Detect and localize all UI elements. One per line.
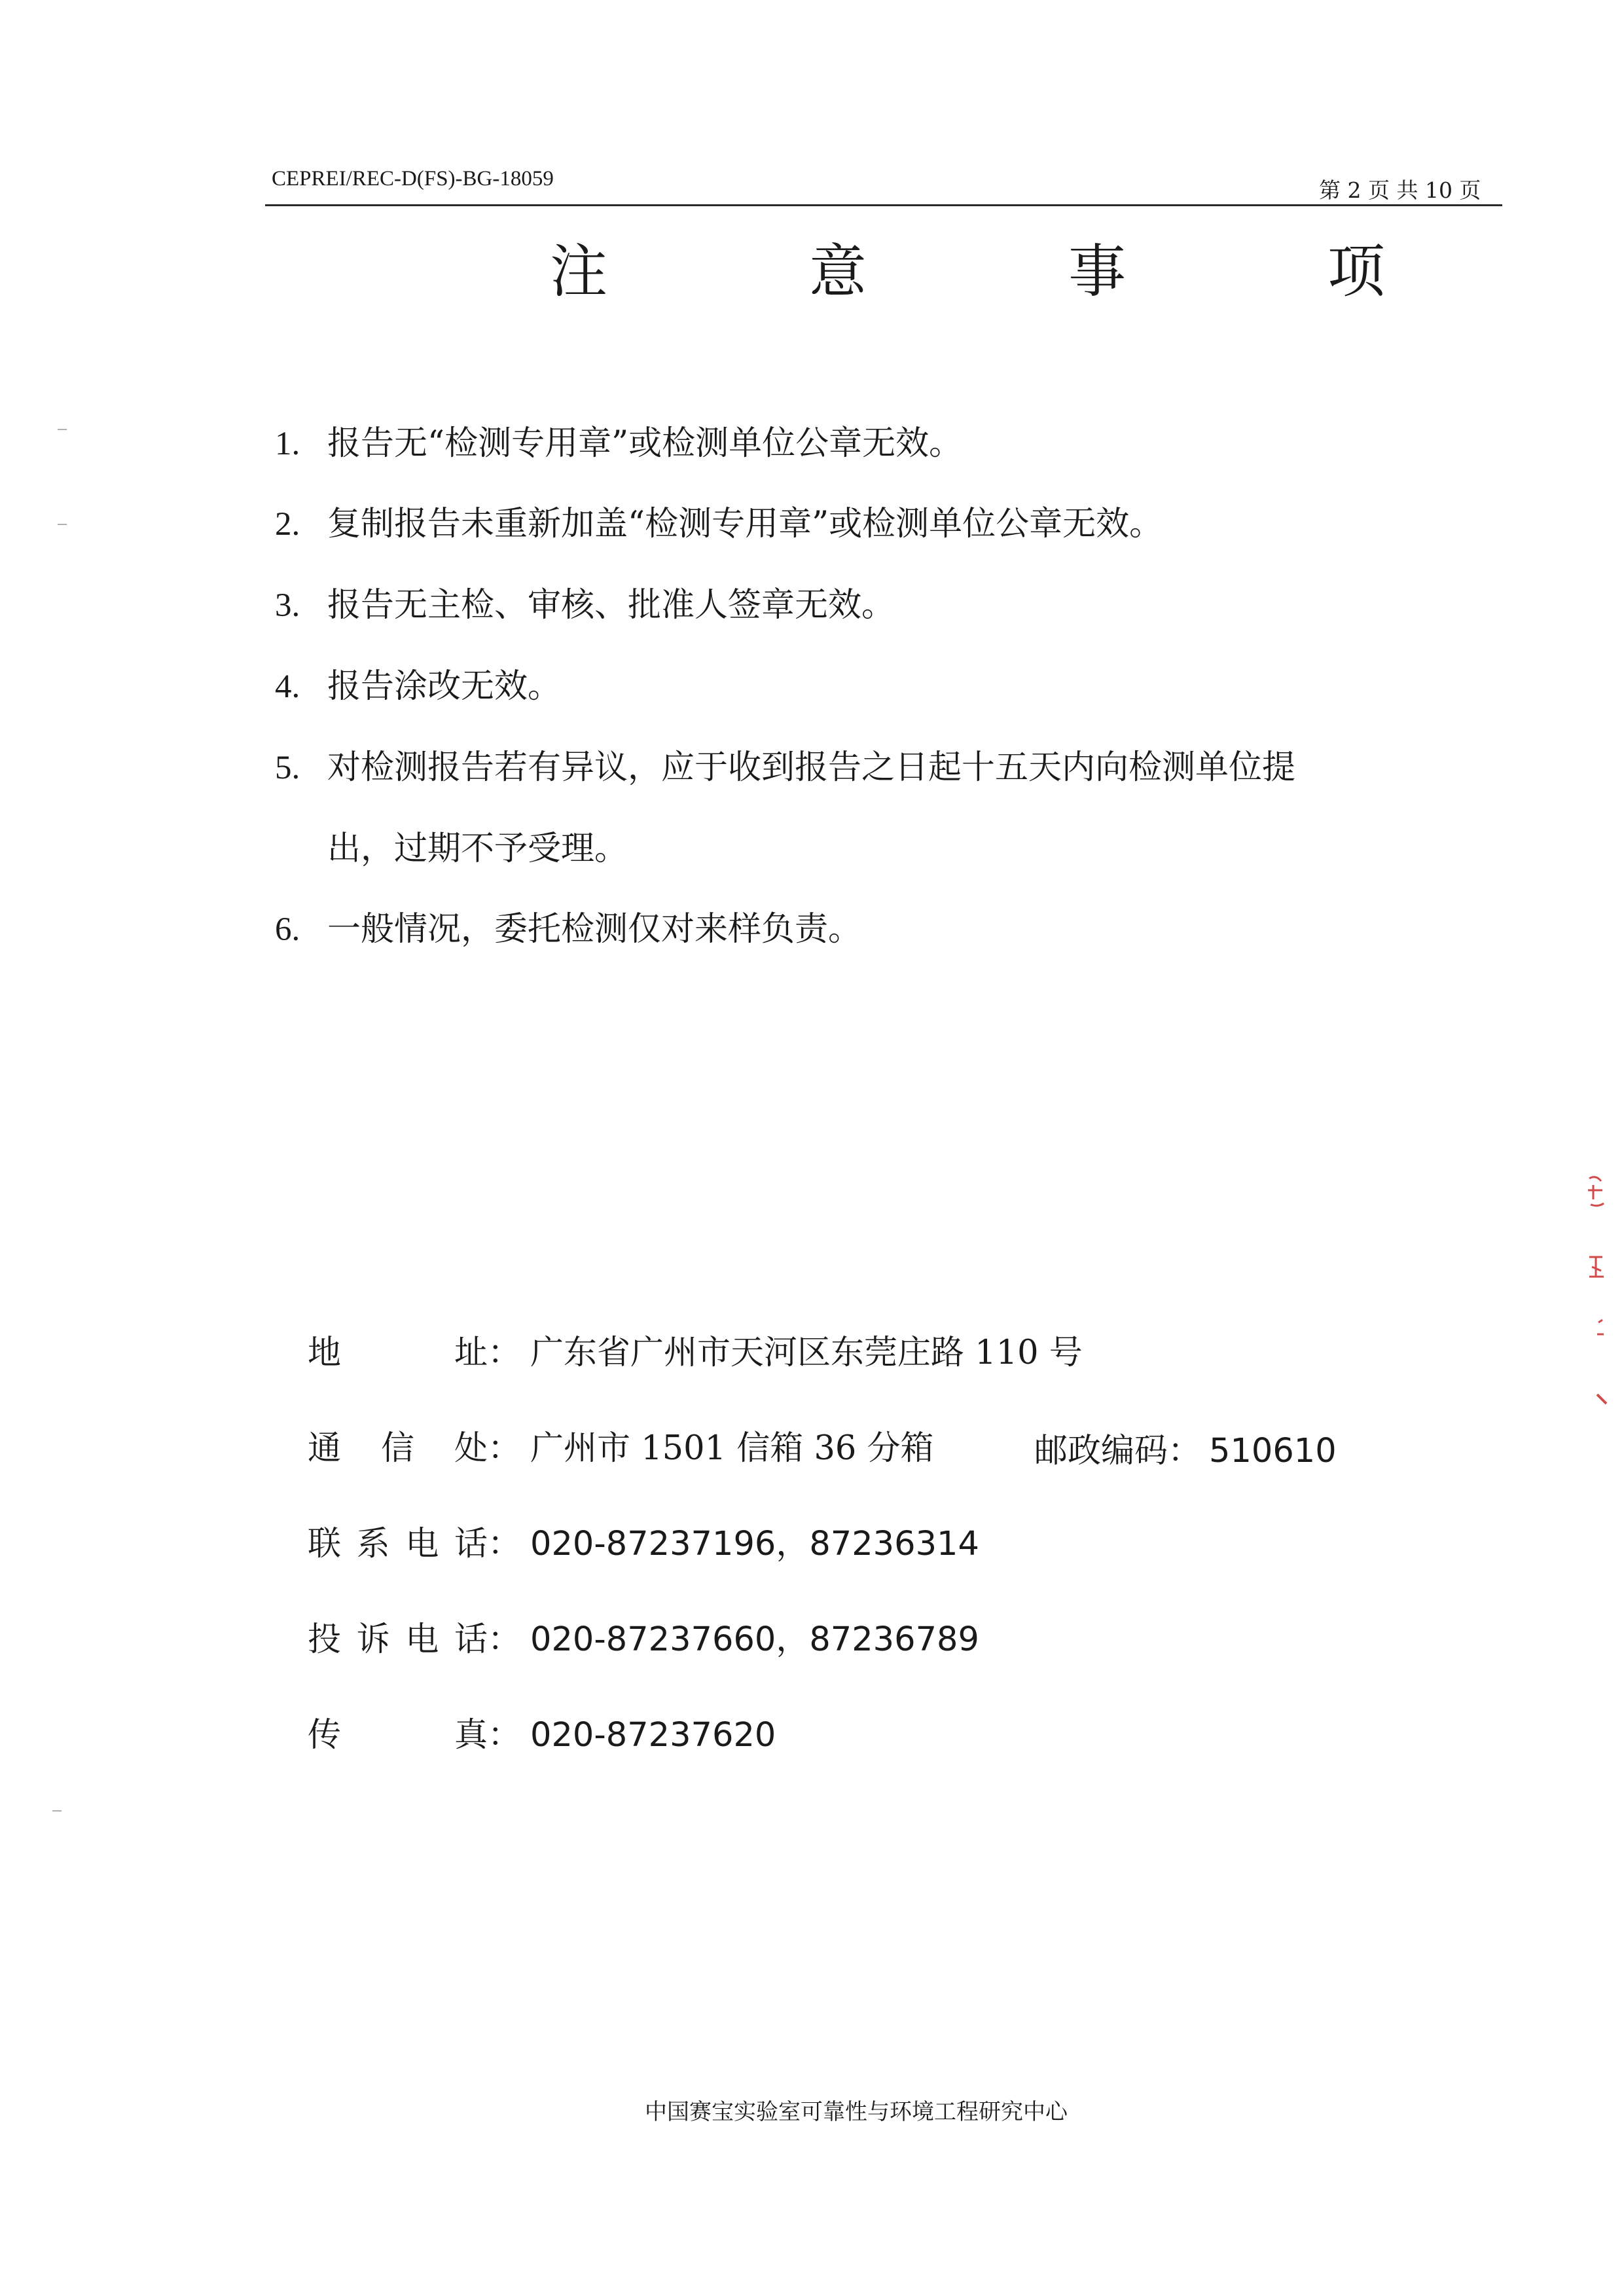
note-item-5: [275, 740, 1295, 788]
address-label: 地址: [308, 1334, 488, 1372]
note-item-5-continuation: 出，过期不予受理。: [327, 829, 628, 868]
note-item-3: [275, 577, 895, 626]
address-row: 地址： 广东省广州市天河区东莞庄路 110 号: [308, 1325, 1083, 1374]
complaint-phone-value: 020-87237660，87236789: [530, 1620, 979, 1659]
scan-mark: [58, 429, 67, 430]
scan-mark: [58, 524, 67, 525]
note-item-2: [275, 496, 1163, 545]
note-number: 3.: [275, 587, 300, 624]
complaint-phone-label: 投诉电话: [308, 1620, 488, 1659]
note-text: 对检测报告若有异议，应于收到报告之日起十五天内向检测单位提: [327, 748, 1296, 787]
postal-label: 邮政编码：: [1034, 1432, 1202, 1470]
phone-value: 020-87237196，87236314: [530, 1525, 979, 1563]
mail-value: 广州市 1501 信箱 36 分箱: [530, 1429, 934, 1468]
postal-code-row: [1034, 1423, 1337, 1472]
note-item-4: [275, 659, 561, 707]
note-item-1: [275, 416, 962, 464]
note-text: 一般情况，委托检测仅对来样负责。: [327, 910, 862, 949]
note-text: 报告无主检、审核、批准人签章无效。: [327, 586, 895, 625]
note-number: 4.: [275, 668, 300, 705]
header-divider: [265, 204, 1502, 206]
fax-label: 传真: [308, 1716, 488, 1755]
note-text: 报告无“检测专用章”或检测单位公章无效。: [327, 424, 963, 463]
phone-row: 联系电话： 020-87237196，87236314: [308, 1516, 979, 1565]
postal-value: 510610: [1209, 1432, 1337, 1470]
fax-value: 020-87237620: [530, 1716, 776, 1755]
note-item-6: [275, 902, 861, 950]
note-number: 6.: [275, 911, 300, 948]
phone-label: 联系电话: [308, 1525, 488, 1563]
mail-row: 通信处： 广州市 1501 信箱 36 分箱: [308, 1421, 934, 1469]
note-number: 1.: [275, 426, 300, 462]
page-title: 注 意 事 项: [550, 238, 1477, 305]
complaint-phone-row: 投诉电话： 020-87237660，87236789: [308, 1612, 979, 1660]
note-number: 5.: [275, 750, 300, 786]
mail-label: 通信处: [308, 1429, 488, 1468]
scan-mark: [52, 1810, 62, 1812]
footer-organization: 中国赛宝实验室可靠性与环境工程研究中心: [645, 2099, 1068, 2125]
note-text: 复制报告未重新加盖“检测专用章”或检测单位公章无效。: [327, 505, 1163, 543]
note-number: 2.: [275, 506, 300, 543]
note-text: 报告涂改无效。: [327, 667, 562, 706]
report-id: CEPREI/REC-D(FS)-BG-18059: [272, 167, 554, 191]
stamp-edge-fragment: [1584, 1172, 1617, 1434]
fax-row: 传真： 020-87237620: [308, 1707, 776, 1756]
page-info: 第 2 页 共 10 页: [1319, 177, 1481, 203]
address-value: 广东省广州市天河区东莞庄路 110 号: [530, 1334, 1083, 1372]
